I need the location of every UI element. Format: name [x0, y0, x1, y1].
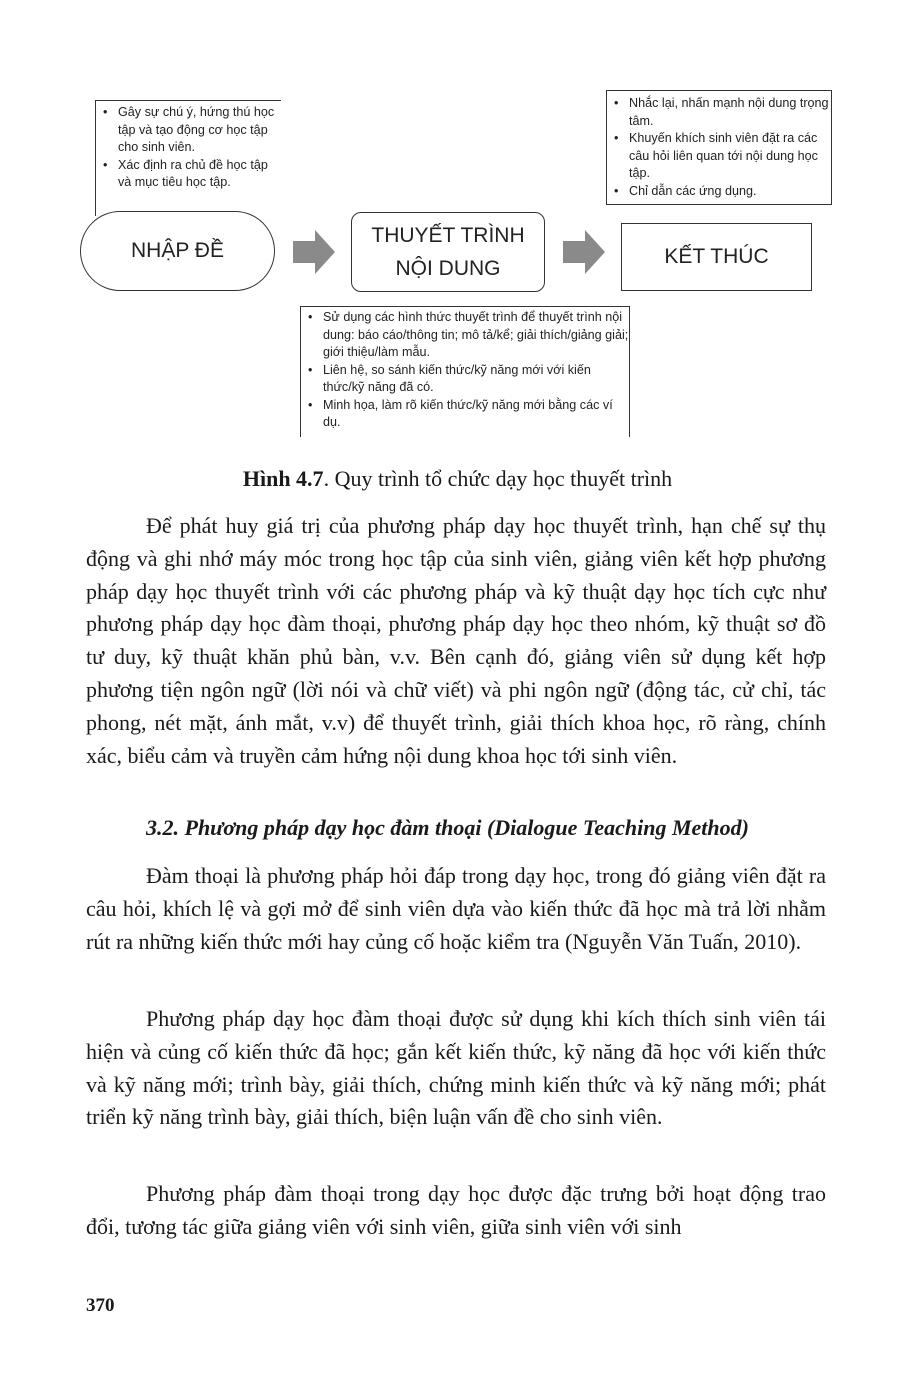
- stage-end: KẾT THÚC: [621, 223, 812, 291]
- stage-intro: NHẬP ĐỀ: [80, 211, 275, 291]
- paragraph: Phương pháp đàm thoại trong dạy học được đặc trưng bởi hoạt động trao đổi, tương tác giữa giảng viên với sinh viên, giữa sinh viên với sinh: [86, 1181, 826, 1239]
- page-number: 370: [86, 1295, 115, 1316]
- caption-text: . Quy trình tổ chức dạy học thuyết trình: [323, 466, 673, 491]
- arrow-right-icon: [563, 230, 605, 274]
- stage-present-line2: NỘI DUNG: [395, 257, 501, 280]
- stage-present-line1: THUYẾT TRÌNH: [371, 224, 525, 247]
- paragraph: Phương pháp dạy học đàm thoại được sử dụng khi kích thích sinh viên tái hiện và củng cố kiến thức đã học; gắn kết kiến thức, kỹ năng đã học với kiến thức và kỹ năng mới; trình bày, giải thích, chứng minh kiến thức và kỹ năng mới; phát triển kỹ năng trình bày, giải thích, biện luận vấn đề cho sinh viên.: [86, 1006, 826, 1130]
- stage-present: [351, 212, 545, 292]
- present-notes: [300, 306, 630, 437]
- arrow-right-icon: [293, 230, 335, 274]
- present-note-item: • Minh họa, làm rõ kiến thức/kỹ năng mới bằng các ví dụ.: [303, 397, 629, 432]
- intro-note-item: • Xác định ra chủ đề học tập và mục tiêu học tập.: [98, 157, 281, 192]
- figure-caption: [0, 466, 915, 492]
- caption-label: Hình 4.7: [242, 466, 324, 491]
- paragraph: Để phát huy giá trị của phương pháp dạy học thuyết trình, hạn chế sự thụ động và ghi nhớ máy móc trong học tập của sinh viên, giảng viên kết hợp phương pháp dạy học thuyết trình với các phương pháp và kỹ thuật dạy học tích cực như phương pháp dạy học đàm thoại, phương pháp dạy học theo nhóm, kỹ thuật sơ đồ tư duy, kỹ thuật khăn phủ bàn, v.v. Bên cạnh đó, giảng viên sử dụng kết hợp phương tiện ngôn ngữ (lời nói và chữ viết) và phi ngôn ngữ (động tác, cử chỉ, tác phong, nét mặt, ánh mắt, v.v) để thuyết trình, giải thích khoa học, rõ ràng, chính xác, biểu cảm và truyền cảm hứng nội dung khoa học tới sinh viên.: [86, 513, 826, 768]
- paragraph: Đàm thoại là phương pháp hỏi đáp trong dạy học, trong đó giảng viên đặt ra câu hỏi, khích lệ và gợi mở để sinh viên dựa vào kiến thức đã học mà trả lời nhằm rút ra những kiến thức mới hay củng cố hoặc kiểm tra (Nguyễn Văn Tuấn, 2010).: [86, 863, 826, 954]
- intro-notes: [95, 100, 281, 216]
- section-heading: 3.2. Phương pháp dạy học đàm thoại (Dialogue Teaching Method): [146, 815, 749, 840]
- present-note-item: • Sử dụng các hình thức thuyết trình để thuyết trình nội dung: báo cáo/thông tin; mô tả/kể; giải thích/giảng giải; giới thiệu/làm mẫu.: [303, 309, 629, 362]
- end-note-item: • Nhắc lại, nhấn mạnh nội dung trọng tâm.: [609, 95, 831, 130]
- intro-note-item: • Gây sự chú ý, hứng thú học tập và tạo động cơ học tập cho sinh viên.: [98, 104, 281, 157]
- end-note-item: • Chỉ dẫn các ứng dụng.: [609, 183, 831, 201]
- end-note-item: • Khuyến khích sinh viên đặt ra các câu hỏi liên quan tới nội dung học tập.: [609, 130, 831, 183]
- present-note-item: • Liên hệ, so sánh kiến thức/kỹ năng mới với kiến thức/kỹ năng đã có.: [303, 362, 629, 397]
- end-notes: [606, 90, 832, 205]
